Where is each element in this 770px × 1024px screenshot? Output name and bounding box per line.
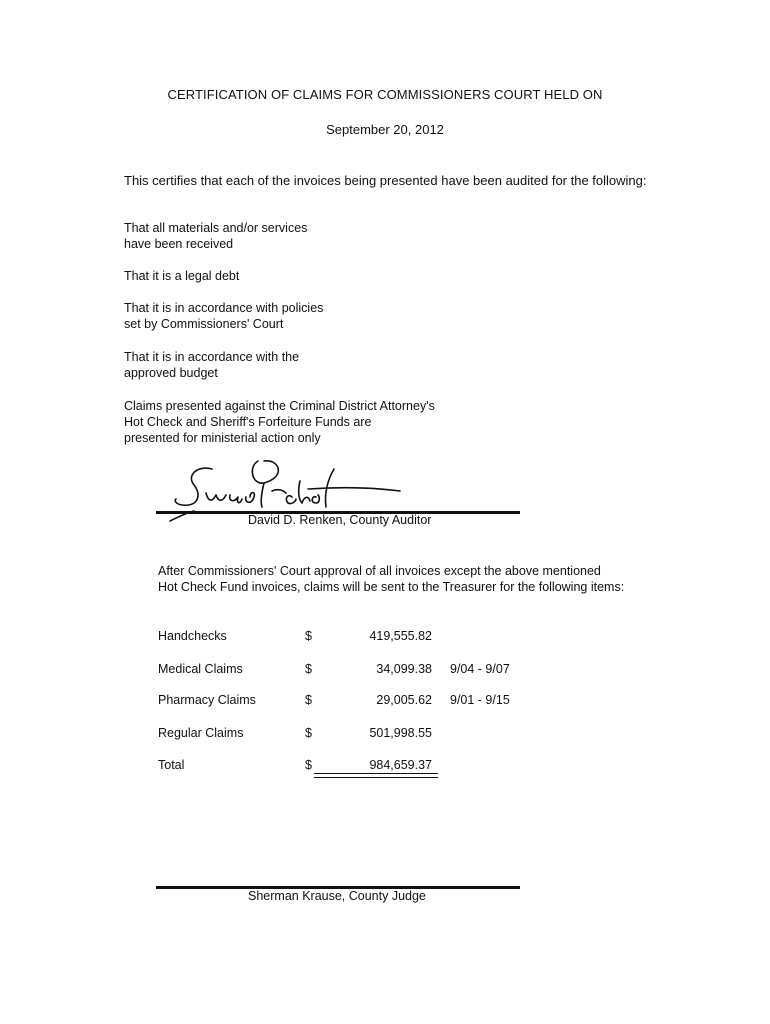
condition-ministerial bbox=[124, 398, 435, 446]
condition-received bbox=[124, 220, 307, 252]
treasurer-statement bbox=[158, 563, 624, 595]
condition-line: have been received bbox=[124, 237, 234, 251]
condition-line: That it is a legal debt bbox=[124, 269, 240, 283]
auditor-caption: David D. Renken, County Auditor bbox=[248, 513, 432, 527]
total-underline bbox=[314, 773, 438, 774]
claim-date-range: 9/01 - 9/15 bbox=[450, 693, 510, 707]
claim-amount: 501,998.55 bbox=[369, 726, 432, 740]
condition-policies bbox=[124, 300, 323, 332]
statement-line: Hot Check Fund invoices, claims will be sent to the Treasurer for the following items: bbox=[158, 580, 625, 594]
claim-amount: 34,099.38 bbox=[376, 662, 432, 676]
condition-line: That it is in accordance with policies bbox=[124, 301, 324, 315]
claim-amount: 29,005.62 bbox=[376, 693, 432, 707]
statement-line: After Commissioners' Court approval of all invoices except the above mentioned bbox=[158, 564, 601, 578]
condition-line: Hot Check and Sheriff's Forfeiture Funds are bbox=[124, 415, 372, 429]
claim-label: Regular Claims bbox=[158, 726, 244, 740]
currency-symbol: $ bbox=[305, 693, 312, 707]
claim-label: Medical Claims bbox=[158, 662, 243, 676]
document-title: CERTIFICATION OF CLAIMS FOR COMMISSIONERS COURT HELD ON bbox=[167, 87, 603, 102]
condition-line: That all materials and/or services bbox=[124, 221, 308, 235]
condition-line: That it is in accordance with the bbox=[124, 350, 300, 364]
court-date: September 20, 2012 bbox=[326, 122, 444, 137]
currency-symbol: $ bbox=[305, 662, 312, 676]
condition-line: presented for ministerial action only bbox=[124, 431, 321, 445]
condition-legal-debt bbox=[124, 268, 239, 284]
total-amount: 984,659.37 bbox=[369, 758, 432, 772]
judge-caption: Sherman Krause, County Judge bbox=[248, 889, 426, 903]
claim-label: Pharmacy Claims bbox=[158, 693, 256, 707]
claim-amount: 419,555.82 bbox=[369, 629, 432, 643]
condition-line: approved budget bbox=[124, 366, 218, 380]
condition-line: set by Commissioners' Court bbox=[124, 317, 284, 331]
currency-symbol: $ bbox=[305, 726, 312, 740]
claim-date-range: 9/04 - 9/07 bbox=[450, 662, 510, 676]
claim-label: Handchecks bbox=[158, 629, 227, 643]
total-double-underline bbox=[314, 777, 438, 778]
intro-statement: This certifies that each of the invoices being presented have been audited for the following: bbox=[124, 173, 647, 188]
condition-budget bbox=[124, 349, 299, 381]
condition-line: Claims presented against the Criminal District Attorney's bbox=[124, 399, 435, 413]
currency-symbol: $ bbox=[305, 629, 312, 643]
total-label: Total bbox=[158, 758, 185, 772]
currency-symbol: $ bbox=[305, 758, 312, 772]
